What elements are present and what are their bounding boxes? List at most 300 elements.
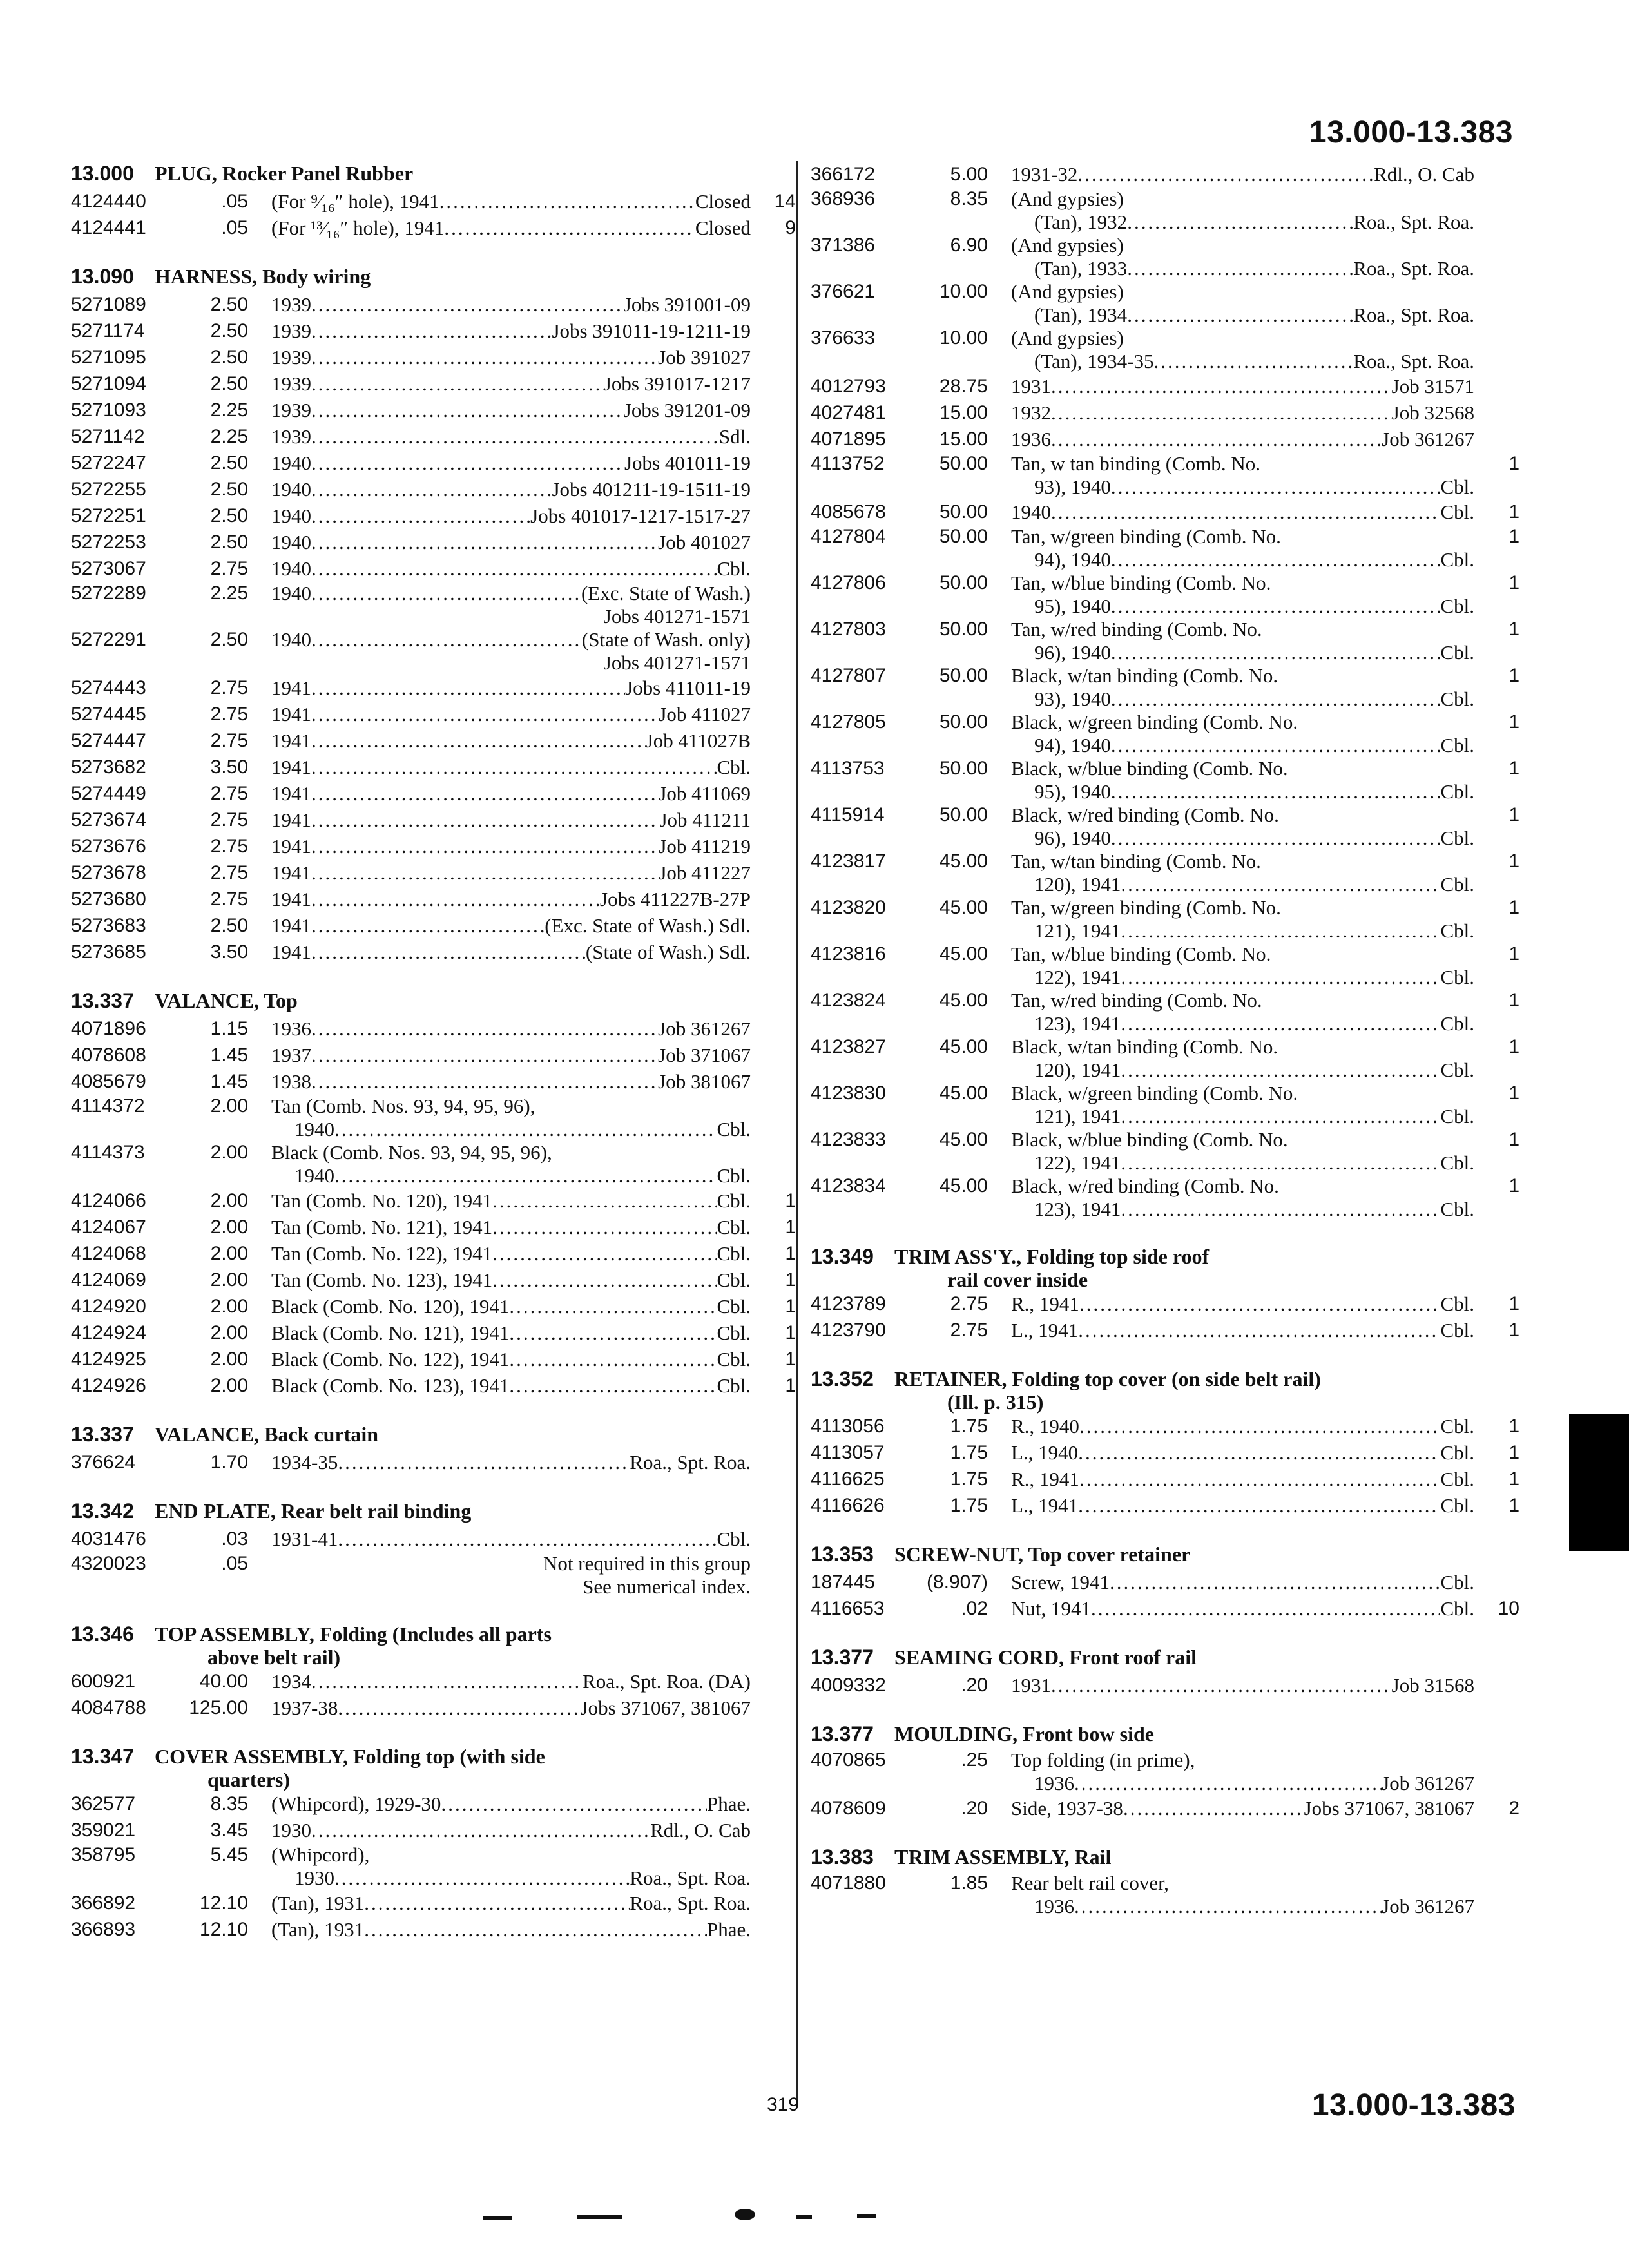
description-text: R., 1941 (1011, 1468, 1079, 1490)
part-number: 4070865 (811, 1749, 886, 1771)
leader-dots (1079, 1291, 1441, 1317)
leader-dots (1051, 499, 1440, 525)
application: Jobs 401011-19 (624, 452, 751, 474)
quantity (751, 939, 796, 965)
part-description (248, 912, 751, 939)
part-price: 1.75 (950, 1442, 988, 1463)
application: Job 361267 (1382, 1772, 1474, 1794)
part-number: 4123833 (811, 1129, 886, 1150)
section-title: VALANCE, Top (155, 989, 298, 1012)
part-price: 3.50 (210, 756, 248, 778)
part-number: 5271142 (71, 426, 145, 447)
leader-dots (311, 727, 646, 754)
catalog-section (71, 264, 796, 965)
part-price: 1.15 (210, 1018, 248, 1039)
scan-mark (857, 2214, 876, 2218)
part-row (71, 1817, 796, 1843)
quantity (751, 701, 796, 727)
description-text: 1939 (271, 399, 311, 421)
part-number: 5272253 (71, 532, 146, 553)
quantity (751, 1015, 796, 1042)
description-line (271, 1240, 751, 1267)
part-description (988, 327, 1474, 373)
part-number: 4124441 (71, 217, 146, 238)
leader-dots (311, 701, 659, 727)
quantity (751, 727, 796, 754)
description-line (1011, 303, 1474, 327)
description-text: (Tan), 1931 (271, 1918, 365, 1941)
part-price: 3.45 (210, 1820, 248, 1841)
part-row (71, 1372, 796, 1399)
section-number: 13.346 (71, 1622, 134, 1646)
section-heading (71, 161, 796, 186)
part-number: 4071880 (811, 1872, 886, 1894)
column-divider (796, 161, 798, 2107)
section-heading (811, 1244, 1519, 1269)
quantity: 1 (1509, 1320, 1519, 1341)
part-description (248, 215, 751, 241)
application-detail: Jobs 401271-1571 (603, 651, 751, 674)
description-line (271, 344, 751, 370)
leader-dots (492, 1267, 717, 1293)
description-line (271, 833, 751, 860)
part-price: .05 (221, 191, 248, 212)
section-title: TOP ASSEMBLY, Folding (Includes all parts (155, 1622, 552, 1646)
part-price: 2.50 (210, 479, 248, 500)
application: Job 401027 (658, 531, 751, 553)
leader-dots (1077, 161, 1374, 187)
description-text: 1941 (271, 677, 311, 699)
description-line (1011, 687, 1474, 711)
part-row (71, 1267, 796, 1293)
part-row (71, 555, 796, 582)
part-price: 2.25 (210, 426, 248, 447)
part-row (811, 664, 1519, 711)
part-description (988, 896, 1474, 943)
part-row (71, 1214, 796, 1240)
description-line (271, 1118, 751, 1141)
part-price: 1.85 (950, 1872, 988, 1894)
description-line (271, 1095, 751, 1118)
quantity: 1 (1509, 572, 1519, 593)
catalog-section (811, 1645, 1519, 1698)
description-text: (And gypsies) (1011, 187, 1124, 210)
application: Cbl. (1440, 687, 1474, 710)
description-line (271, 1015, 751, 1042)
quantity: 1 (785, 1243, 796, 1264)
description-text: Black (Comb. Nos. 93, 94, 95, 96), (271, 1141, 552, 1164)
section-title: HARNESS, Body wiring (155, 265, 371, 288)
part-description (988, 1595, 1474, 1622)
application: Jobs 371067, 381067 (1304, 1797, 1474, 1820)
part-row (71, 1890, 796, 1916)
catalog-section (811, 161, 1519, 1221)
section-heading (71, 1422, 796, 1446)
description-text: Side, 1937-38 (1011, 1797, 1123, 1820)
description-line (1011, 572, 1474, 595)
description-text: 93), 1940 (1034, 476, 1111, 498)
application: Rdl., O. Cab (1374, 163, 1474, 186)
part-description (988, 1082, 1474, 1128)
application: Cbl. (1440, 919, 1474, 942)
part-number: 5273683 (71, 915, 146, 936)
description-line (271, 754, 751, 780)
description-text: 1940 (271, 531, 311, 553)
application: Cbl. (1440, 595, 1474, 617)
part-price: 2.50 (210, 505, 248, 526)
description-text: (And gypsies) (1011, 234, 1124, 256)
description-text: 96), 1940 (1034, 827, 1111, 849)
part-row (811, 373, 1519, 399)
part-row (71, 1668, 796, 1695)
part-price: 2.50 (210, 532, 248, 553)
part-number: 4114372 (71, 1095, 145, 1117)
part-row (71, 1042, 796, 1068)
part-row (811, 1439, 1519, 1466)
description-line (271, 1042, 751, 1068)
description-text: L., 1941 (1011, 1319, 1079, 1341)
description-text: 1940 (294, 1164, 334, 1187)
description-line (271, 1372, 751, 1399)
part-description (248, 886, 751, 912)
description-line (1011, 827, 1474, 850)
part-row (71, 291, 796, 318)
leader-dots (1079, 1466, 1441, 1492)
description-text: Black (Comb. No. 123), 1941 (271, 1374, 510, 1397)
part-number: 4114373 (71, 1142, 145, 1163)
quantity (1474, 327, 1519, 373)
part-price: 2.00 (210, 1190, 248, 1211)
part-number: 4027481 (811, 402, 886, 423)
part-description (248, 503, 751, 529)
description-text: 1940 (271, 582, 311, 604)
leader-dots (311, 344, 658, 370)
leader-dots (492, 1187, 717, 1214)
part-description (988, 1175, 1474, 1221)
leader-dots (1074, 1772, 1382, 1795)
description-line (271, 503, 751, 529)
description-text: Black (Comb. No. 121), 1941 (271, 1321, 510, 1344)
part-price: 1.75 (950, 1468, 988, 1490)
part-price: 12.10 (199, 1919, 248, 1940)
quantity (751, 1817, 796, 1843)
quantity: 1 (1509, 1129, 1519, 1150)
part-price: .25 (961, 1749, 988, 1771)
description-text: L., 1940 (1011, 1441, 1079, 1464)
part-row (811, 989, 1519, 1035)
description-text: R., 1940 (1011, 1415, 1079, 1437)
part-price: 12.10 (199, 1892, 248, 1914)
description-text: 1940 (294, 1118, 334, 1140)
leader-dots (311, 423, 719, 450)
quantity (1474, 161, 1519, 187)
part-description (988, 525, 1474, 572)
part-number: 4123790 (811, 1320, 886, 1341)
description-text: 1936 (1034, 1895, 1074, 1917)
part-row (811, 850, 1519, 896)
quantity (751, 1068, 796, 1095)
part-price: 45.00 (939, 1129, 988, 1150)
description-text: Tan (Comb. No. 122), 1941 (271, 1242, 493, 1265)
left-column (71, 161, 796, 1966)
part-number: 366892 (71, 1892, 136, 1914)
part-row (71, 1240, 796, 1267)
part-description (248, 397, 751, 423)
application: Cbl. (717, 1242, 751, 1265)
part-row (811, 1291, 1519, 1317)
application: Phae. (706, 1918, 751, 1941)
section-subtitle: (Ill. p. 315) (947, 1390, 1044, 1414)
part-row (811, 1175, 1519, 1221)
application: Job 411227 (659, 861, 751, 884)
description-text: Black, w/blue binding (Comb. No. (1011, 757, 1288, 780)
quantity: 14 (774, 191, 796, 212)
description-text: Tan, w/red binding (Comb. No. (1011, 618, 1262, 640)
part-price: 2.75 (210, 558, 248, 579)
description-line (271, 1214, 751, 1240)
description-line (271, 1449, 751, 1475)
part-price: (8.907) (926, 1571, 988, 1593)
application: Jobs 411227B-27P (600, 888, 751, 910)
part-number: 376624 (71, 1452, 136, 1473)
part-row (811, 1082, 1519, 1128)
leader-dots (311, 780, 659, 807)
quantity: 1 (785, 1349, 796, 1370)
description-text: 1937 (271, 1044, 311, 1066)
part-price: 1.75 (950, 1495, 988, 1516)
application: Closed (695, 216, 751, 239)
leader-dots (439, 188, 695, 215)
part-number: 5274449 (71, 783, 146, 804)
application: Cbl. (1440, 1571, 1474, 1593)
description-text: (Whipcord), (271, 1843, 370, 1866)
leader-dots (1111, 641, 1441, 664)
part-price: .05 (221, 1553, 248, 1574)
part-description (988, 1569, 1474, 1595)
description-line (271, 1293, 751, 1320)
note-text: Not required in this group (543, 1552, 751, 1575)
part-price: 2.00 (210, 1269, 248, 1291)
quantity: 1 (785, 1322, 796, 1343)
leader-dots (311, 675, 625, 701)
part-description (988, 1492, 1474, 1519)
description-line (271, 1267, 751, 1293)
quantity (751, 318, 796, 344)
leader-dots (1127, 303, 1353, 327)
part-description (248, 1791, 751, 1817)
description-text: Tan (Comb. No. 120), 1941 (271, 1189, 493, 1212)
description-text: Tan (Comb. No. 123), 1941 (271, 1269, 493, 1291)
part-price: 45.00 (939, 943, 988, 965)
part-row (811, 426, 1519, 452)
part-price: 2.50 (210, 629, 248, 650)
part-description (988, 1317, 1474, 1343)
part-price: 2.75 (950, 1293, 988, 1314)
description-line (271, 701, 751, 727)
section-number: 13.337 (71, 1423, 134, 1446)
part-row (811, 1749, 1519, 1795)
part-price: 45.00 (939, 897, 988, 918)
part-number: 5271089 (71, 294, 146, 315)
part-price: 50.00 (939, 665, 988, 686)
part-description (988, 1413, 1474, 1439)
scan-mark (577, 2215, 622, 2219)
part-price: 10.00 (939, 327, 988, 349)
section-title: MOULDING, Front bow side (894, 1722, 1154, 1745)
part-price: .03 (221, 1528, 248, 1550)
description-line (1011, 399, 1474, 426)
description-text: (Tan), 1933 (1034, 257, 1128, 280)
application: Job 411211 (659, 809, 751, 831)
part-row (71, 1791, 796, 1817)
description-text: 1941 (271, 809, 311, 831)
part-row (71, 780, 796, 807)
leader-dots (334, 1164, 717, 1187)
quantity (1474, 187, 1519, 234)
description-line (271, 628, 751, 651)
description-text: 1940 (1011, 501, 1051, 523)
quantity: 1 (1509, 619, 1519, 640)
part-row (71, 503, 796, 529)
description-line (1011, 1059, 1474, 1082)
part-price: 2.50 (210, 294, 248, 315)
description-line (1011, 757, 1474, 780)
quantity (751, 1141, 796, 1187)
part-price: 2.25 (210, 399, 248, 421)
part-price: 50.00 (939, 572, 988, 593)
part-description (988, 1128, 1474, 1175)
part-description (248, 344, 751, 370)
description-text: (Tan), 1934-35 (1034, 350, 1154, 372)
quantity: 9 (785, 217, 796, 238)
part-description (988, 618, 1474, 664)
description-line (1011, 1795, 1474, 1821)
application: Roa., Spt. Roa. (1353, 211, 1474, 233)
part-row (71, 1552, 796, 1599)
catalog-section (71, 1622, 796, 1721)
part-description (988, 850, 1474, 896)
description-line (271, 1916, 751, 1943)
description-text: 1939 (271, 425, 311, 448)
description-line (271, 476, 751, 503)
part-description (988, 943, 1474, 989)
application: Job 361267 (658, 1017, 751, 1040)
description-line (1011, 850, 1474, 873)
part-row (811, 896, 1519, 943)
part-price: 45.00 (939, 1036, 988, 1057)
part-description (988, 373, 1474, 399)
description-text: 1931-41 (271, 1528, 338, 1550)
application: Job 411069 (659, 782, 751, 805)
part-price: 15.00 (939, 428, 988, 450)
application: Cbl. (1440, 1293, 1474, 1315)
part-number: 5272289 (71, 582, 146, 604)
description-line (1011, 873, 1474, 896)
catalog-section (811, 1722, 1519, 1821)
description-text: Tan, w/tan binding (Comb. No. (1011, 850, 1261, 872)
part-row (811, 1492, 1519, 1519)
part-price: 8.35 (950, 188, 988, 209)
part-description (988, 426, 1474, 452)
description-line (271, 215, 751, 241)
leader-dots (1121, 1105, 1440, 1128)
part-description (248, 727, 751, 754)
leader-dots (1079, 1413, 1441, 1439)
leader-dots (441, 1791, 707, 1817)
section-number: 13.383 (811, 1845, 874, 1869)
quantity: 1 (1509, 897, 1519, 918)
quantity (751, 503, 796, 529)
description-line (1011, 734, 1474, 757)
part-number: 4085679 (71, 1071, 146, 1092)
description-line (1011, 1772, 1474, 1795)
part-number: 5273678 (71, 862, 146, 883)
section-subtitle: above belt rail) (207, 1646, 341, 1669)
part-number: 4123824 (811, 990, 886, 1011)
quantity (751, 1916, 796, 1943)
application: Job 31571 (1391, 375, 1474, 398)
application: Cbl. (717, 756, 751, 778)
part-description (988, 1466, 1474, 1492)
part-price: 45.00 (939, 990, 988, 1011)
part-row (71, 807, 796, 833)
part-number: 4124926 (71, 1375, 146, 1396)
part-price: 8.35 (210, 1793, 248, 1814)
part-number: 4116653 (811, 1598, 885, 1619)
description-text: 1939 (271, 320, 311, 342)
leader-dots (509, 1293, 717, 1320)
application: Cbl. (1440, 1415, 1474, 1437)
application: Cbl. (1440, 827, 1474, 849)
part-price: 2.75 (210, 730, 248, 751)
leader-dots (311, 1668, 583, 1695)
description-line (1011, 919, 1474, 943)
application: Sdl. (718, 425, 751, 448)
application: Cbl. (1440, 780, 1474, 803)
leader-dots (1074, 1895, 1382, 1918)
leader-dots (311, 912, 545, 939)
part-description (988, 572, 1474, 618)
quantity (1474, 1872, 1519, 1918)
description-text: Tan, w/green binding (Comb. No. (1011, 896, 1281, 919)
leader-dots (311, 833, 659, 860)
part-number: 4078609 (811, 1798, 886, 1819)
description-line (1011, 426, 1474, 452)
part-number: 4124068 (71, 1243, 146, 1264)
application: Jobs 371067, 381067 (580, 1696, 751, 1719)
description-line (1011, 1569, 1474, 1595)
quantity (751, 344, 796, 370)
leader-dots (338, 1526, 717, 1552)
description-line (271, 1320, 751, 1346)
part-description (248, 780, 751, 807)
description-line (271, 939, 751, 965)
leader-dots (1078, 1492, 1440, 1519)
leader-dots (311, 1042, 658, 1068)
part-row (811, 452, 1519, 499)
quantity (751, 780, 796, 807)
part-description (248, 1526, 751, 1552)
description-line (271, 1668, 751, 1695)
description-line (1011, 1151, 1474, 1175)
part-price: 50.00 (939, 526, 988, 547)
application-detail: Jobs 401271-1571 (603, 605, 751, 628)
description-line (1011, 989, 1474, 1012)
part-price: 45.00 (939, 850, 988, 872)
application: Cbl. (717, 1164, 751, 1187)
description-text: Black (Comb. No. 122), 1941 (271, 1348, 510, 1370)
description-line (271, 1890, 751, 1916)
